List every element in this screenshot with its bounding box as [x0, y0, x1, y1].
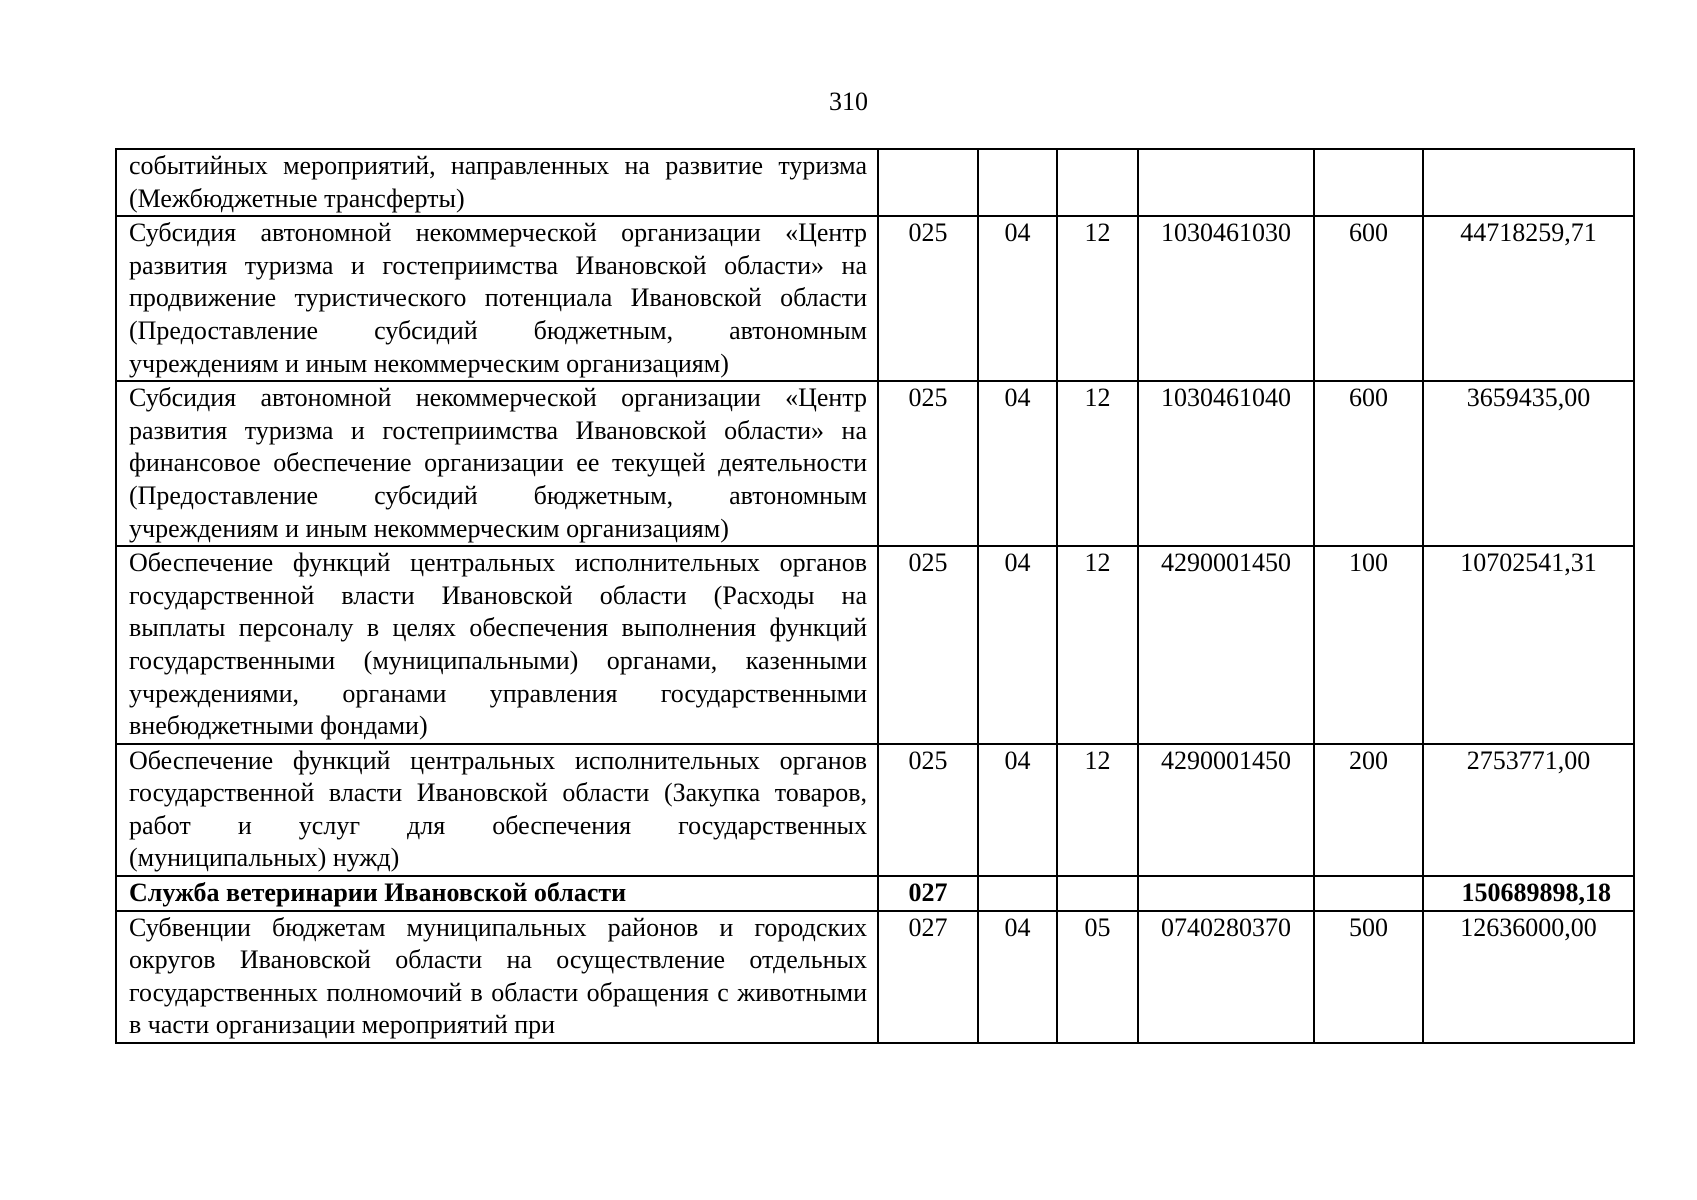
grbs-code: 025: [878, 381, 978, 546]
row-description: событийных мероприятий, направленных на развитие туризма (Межбюджетные трансферты): [116, 149, 878, 216]
row-description: Обеспечение функций центральных исполнительных органов государственной власти Ивановской области (Расходы на выплаты персоналу в целях обеспечения выполнения функций государственными (муниципальными) органами, казенными учреждениями, органами управления государственными внебюджетными фондами): [116, 546, 878, 744]
subsection-code: 12: [1057, 744, 1138, 876]
row-description: Субсидия автономной некоммерческой организации «Центр развития туризма и гостеприимства Ивановской области» на финансовое обеспечение организации ее текущей деятельности (Предоставление субсидий бюджетным, автономным учреждениям и иным некоммерческим организациям): [116, 381, 878, 546]
target-article-code: 0740280370: [1138, 911, 1314, 1043]
expense-type-code: 500: [1314, 911, 1423, 1043]
target-article-code: 4290001450: [1138, 546, 1314, 744]
target-article-code: [1138, 876, 1314, 911]
subsection-code: [1057, 876, 1138, 911]
page-number: 310: [829, 87, 868, 116]
subsection-code: 12: [1057, 546, 1138, 744]
expense-type-code: 200: [1314, 744, 1423, 876]
section-code: 04: [978, 546, 1057, 744]
subsection-code: 12: [1057, 216, 1138, 381]
table-row: [116, 149, 1634, 216]
row-description: Обеспечение функций центральных исполнительных органов государственной власти Ивановской области (Закупка товаров, работ и услуг для обеспечения государственных (муниципальных) нужд): [116, 744, 878, 876]
section-code: 04: [978, 911, 1057, 1043]
row-description: Субсидия автономной некоммерческой организации «Центр развития туризма и гостеприимства Ивановской области» на продвижение туристического потенциала Ивановской области (Предоставление субсидий бюджетным, автономным учреждениям и иным некоммерческим организациям): [116, 216, 878, 381]
grbs-code: 025: [878, 744, 978, 876]
expense-type-code: [1314, 876, 1423, 911]
section-code: 04: [978, 216, 1057, 381]
row-description: Служба ветеринарии Ивановской области: [116, 876, 878, 911]
section-code: [978, 149, 1057, 216]
amount: [1423, 149, 1634, 216]
grbs-code: 027: [878, 876, 978, 911]
budget-table-body: [116, 149, 1634, 1043]
table-row: [116, 911, 1634, 1043]
amount: 2753771,00: [1423, 744, 1634, 876]
expense-type-code: [1314, 149, 1423, 216]
expense-type-code: 600: [1314, 216, 1423, 381]
amount: 10702541,31: [1423, 546, 1634, 744]
target-article-code: 1030461030: [1138, 216, 1314, 381]
section-code: [978, 876, 1057, 911]
amount: 3659435,00: [1423, 381, 1634, 546]
table-row-total: [116, 876, 1634, 911]
table-row: [116, 546, 1634, 744]
amount: 44718259,71: [1423, 216, 1634, 381]
table-row: [116, 216, 1634, 381]
subsection-code: 05: [1057, 911, 1138, 1043]
table-row: [116, 381, 1634, 546]
expense-type-code: 100: [1314, 546, 1423, 744]
section-code: 04: [978, 744, 1057, 876]
expense-type-code: 600: [1314, 381, 1423, 546]
table-row: [116, 744, 1634, 876]
amount: 150689898,18: [1423, 876, 1634, 911]
budget-table: [115, 148, 1635, 1044]
subsection-code: 12: [1057, 381, 1138, 546]
target-article-code: [1138, 149, 1314, 216]
amount: 12636000,00: [1423, 911, 1634, 1043]
section-code: 04: [978, 381, 1057, 546]
grbs-code: 025: [878, 216, 978, 381]
target-article-code: 1030461040: [1138, 381, 1314, 546]
row-description: Субвенции бюджетам муниципальных районов и городских округов Ивановской области на осуществление отдельных государственных полномочий в области обращения с животными в части организации мероприятий при: [116, 911, 878, 1043]
target-article-code: 4290001450: [1138, 744, 1314, 876]
subsection-code: [1057, 149, 1138, 216]
grbs-code: 027: [878, 911, 978, 1043]
grbs-code: 025: [878, 546, 978, 744]
grbs-code: [878, 149, 978, 216]
